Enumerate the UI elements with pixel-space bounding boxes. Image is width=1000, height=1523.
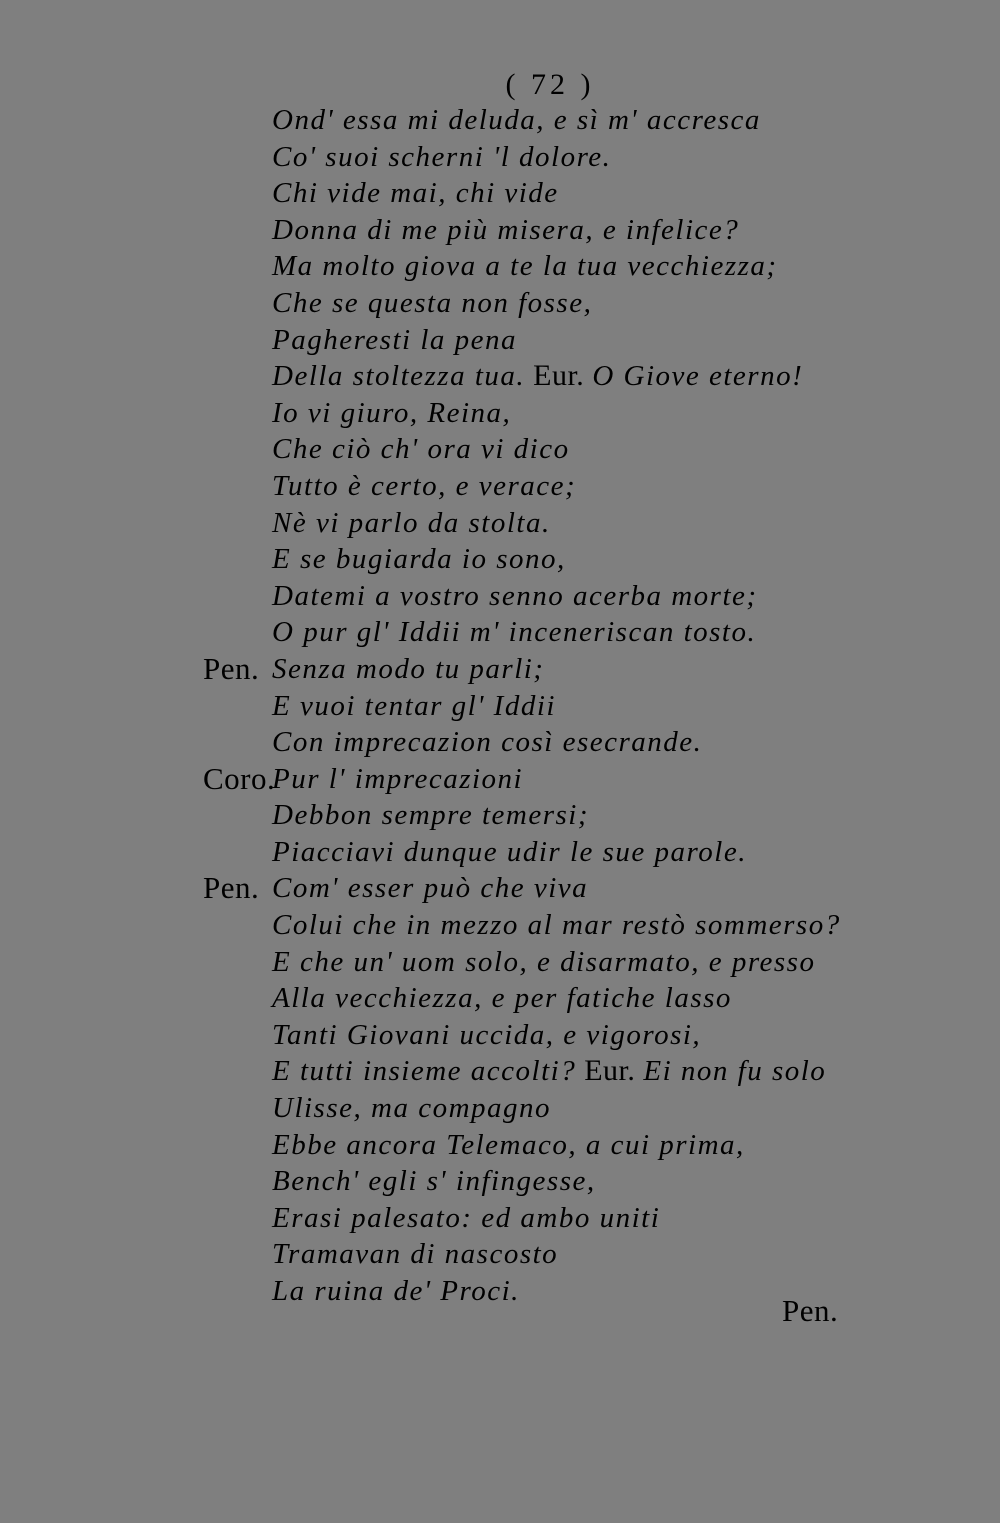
verse-text-segment: E se bugiarda io sono, [272, 543, 566, 576]
verse-text-segment: Della stoltezza tua. [272, 360, 526, 393]
verse-line [0, 651, 1000, 688]
verse-text-segment: Con imprecazion così esecrande. [272, 726, 703, 759]
verse-line [0, 431, 1000, 468]
verse-line-text [272, 1090, 551, 1127]
verse-line [0, 541, 1000, 578]
verse-line-text [272, 651, 544, 688]
verse-line-text [272, 358, 803, 395]
verse-line [0, 212, 1000, 249]
verse-line [0, 578, 1000, 615]
verse-text-segment: Ma molto giova a te la tua vecchiezza; [272, 250, 778, 283]
verse-line-text [272, 139, 611, 176]
verse-line [0, 834, 1000, 871]
catchword: Pen. [782, 1293, 839, 1328]
speaker-label: Pen. [203, 650, 260, 686]
verse-line [0, 1127, 1000, 1164]
verse-line-text [272, 688, 556, 725]
verse-line-text [272, 1273, 520, 1310]
verse-line-text [272, 614, 756, 651]
verse-line [0, 248, 1000, 285]
verse-text-segment: Nè vi parlo da stolta. [272, 506, 551, 539]
verse-text-segment: Co' suoi scherni 'l dolore. [272, 140, 612, 173]
verse-line-text [272, 834, 747, 871]
verse-line-text [272, 541, 566, 578]
verse-text-segment: Io vi giuro, Reina, [272, 396, 512, 429]
verse-line-text [272, 505, 551, 542]
verse-text-segment: O pur gl' Iddii m' inceneriscan tosto. [272, 616, 757, 649]
verse-text-segment: Bench' egli s' infingesse, [272, 1165, 596, 1198]
verse-line [0, 102, 1000, 139]
verse-line-text [272, 1200, 660, 1237]
verse-line [0, 724, 1000, 761]
verse-line-text [272, 212, 739, 249]
verse-line [0, 907, 1000, 944]
verse-text-segment: Debbon sempre temersi; [272, 799, 590, 832]
verse-line [0, 1090, 1000, 1127]
verse-line-text [272, 1163, 596, 1200]
verse-text-segment: Tanti Giovani uccida, e vigorosi, [272, 1018, 702, 1051]
verse-text-segment: Piacciavi dunque udir le sue parole. [272, 835, 747, 868]
verse-text-segment: Ond' essa mi deluda, e sì m' accresca [272, 104, 761, 136]
verse-line [0, 1163, 1000, 1200]
verse-text-segment: Alla vecchiezza, e per fatiche lasso [272, 982, 732, 1015]
speaker-label: Coro. [203, 760, 276, 796]
verse-line [0, 1053, 1000, 1090]
verse-text-segment: La ruina de' Proci. [272, 1275, 520, 1307]
verse-text-segment: Che se questa non fosse, [272, 286, 593, 319]
verse-line [0, 175, 1000, 212]
verse-text-segment: E che un' uom solo, e disarmato, e presso [272, 945, 816, 978]
verse-text-segment: Tutto è certo, e verace; [272, 469, 577, 502]
verse-line-text [272, 870, 588, 907]
verse-line-text [272, 1127, 745, 1164]
verse-line-text [272, 248, 778, 285]
verse-line-text [272, 102, 761, 139]
verse-line [0, 285, 1000, 322]
verse-line-text [272, 1053, 826, 1090]
inline-speaker-label: Eur. [533, 359, 585, 393]
verse-line [0, 688, 1000, 725]
verse-line-text [272, 431, 570, 468]
page-number: ( 72 ) [505, 68, 595, 101]
verse-line-text [272, 724, 702, 761]
verse-line-text [272, 468, 576, 505]
verse-text-segment: Com' esser può che viva [272, 872, 589, 905]
verse-text-segment: Ei non fu solo [643, 1055, 827, 1088]
verse-text-segment: Che ciò ch' ora vi dico [272, 433, 570, 466]
verse-line-text [272, 175, 559, 212]
verse-line [0, 761, 1000, 798]
verse-text-segment: E tutti insieme accolti? [272, 1055, 577, 1088]
verse-line [0, 944, 1000, 981]
verse-text-segment: Donna di me più misera, e infelice? [272, 213, 740, 246]
verse-line-text [272, 980, 732, 1017]
verse-line-text [272, 285, 592, 322]
verse-line [0, 870, 1000, 907]
verse-text-segment: O Giove eterno! [592, 360, 804, 393]
verse-text-segment: Colui che in mezzo al mar restò sommerso? [272, 909, 841, 942]
verse-line-text [272, 907, 841, 944]
verse-line-text [272, 944, 815, 981]
verse-line [0, 1200, 1000, 1237]
verse-text-segment: E vuoi tentar gl' Iddii [272, 689, 556, 722]
verse-line-text [272, 1236, 558, 1273]
verse-line [0, 322, 1000, 359]
speaker-label: Pen. [203, 870, 260, 906]
verse-text-segment: Erasi palesato: ed ambo uniti [272, 1201, 661, 1234]
inline-speaker-label: Eur. [584, 1054, 636, 1088]
verse-line [0, 505, 1000, 542]
verse-line [0, 139, 1000, 176]
verse-line [0, 358, 1000, 395]
verse-line [0, 468, 1000, 505]
verse-text-segment: Datemi a vostro senno acerba morte; [272, 579, 758, 612]
verse-line [0, 1017, 1000, 1054]
verse-line [0, 1273, 1000, 1310]
verse-text-segment: Tramavan di nascosto [272, 1238, 559, 1271]
verse-text-segment: Ebbe ancora Telemaco, a cui prima, [272, 1128, 745, 1161]
verse-line [0, 797, 1000, 834]
verse-line [0, 980, 1000, 1017]
verse-line [0, 395, 1000, 432]
verse-text-segment: Ulisse, ma compagno [272, 1092, 552, 1125]
verse-text-segment: Pagheresti la pena [272, 323, 517, 356]
verse-text-segment: Pur l' imprecazioni [272, 762, 524, 795]
verse-line [0, 1236, 1000, 1273]
verse-line [0, 614, 1000, 651]
verse-text [0, 102, 1000, 1310]
verse-text-segment: Senza modo tu parli; [272, 652, 545, 685]
verse-line-text [272, 322, 517, 359]
verse-line-text [272, 578, 758, 615]
verse-line-text [272, 761, 523, 798]
verse-line-text [272, 1017, 701, 1054]
verse-text-segment: Chi vide mai, chi vide [272, 177, 559, 210]
verse-line-text [272, 395, 511, 432]
verse-line-text [272, 797, 589, 834]
